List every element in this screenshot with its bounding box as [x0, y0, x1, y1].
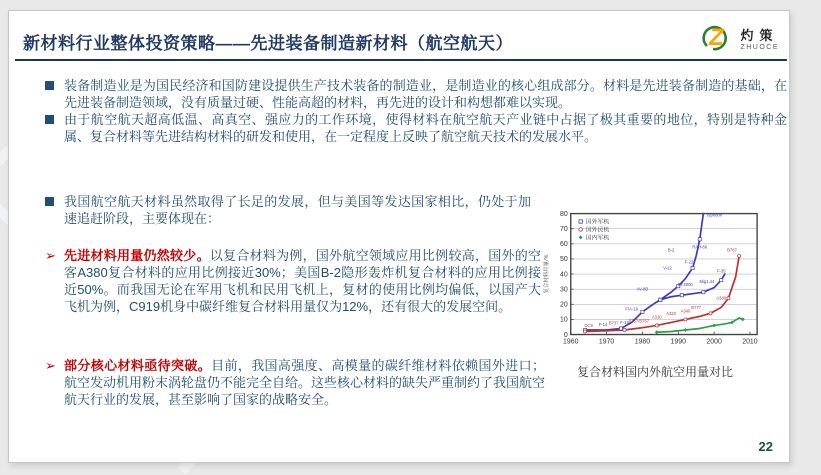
- svg-text:复合材料用量/%: 复合材料用量/%: [543, 254, 550, 294]
- svg-text:Z: Z: [709, 24, 725, 51]
- page-title: 新材料行业整体投资策略——先进装备制造新材料（航空航天）: [23, 34, 513, 53]
- svg-text:F-14: F-14: [598, 322, 608, 328]
- svg-text:50: 50: [560, 256, 568, 264]
- svg-text:V-22: V-22: [663, 265, 672, 271]
- svg-text:国外民机: 国外民机: [585, 227, 610, 234]
- svg-text:B737: B737: [608, 320, 619, 326]
- square-bullet-icon: [45, 81, 54, 90]
- svg-text:0: 0: [563, 331, 568, 339]
- svg-text:2010: 2010: [742, 338, 758, 346]
- svg-text:F/A-18: F/A-18: [625, 306, 638, 312]
- arrow-point-2: [45, 357, 545, 408]
- svg-text:2000: 2000: [706, 338, 722, 346]
- arrow-bullet-icon: ➢: [45, 358, 56, 373]
- logo-brand-en: ZHUOCE: [740, 43, 779, 51]
- arrow-point-lead: 先进材料用量仍然较少。: [64, 248, 210, 263]
- page-number: 22: [758, 439, 773, 454]
- svg-text:B757/B767: B757/B767: [628, 318, 650, 324]
- bullet-text: 装备制造业是为国民经济和国防建设提供生产技术装备的制造业，是制造业的核心组成部分。材料是先进装备制造的基础，在先进装备制造领域，没有质量过硬、性能高超的材料，再先进的设计和构想都难以实现。: [64, 78, 787, 110]
- svg-text:DC9: DC9: [584, 322, 593, 328]
- svg-text:1970: 1970: [598, 338, 615, 346]
- svg-text:F-15: F-15: [620, 319, 629, 325]
- arrow-point-1: [45, 247, 541, 315]
- bullet-text: 由于航空航天超高低温、高真空、强应力的工作环境，使得材料在航空航天产业链中占据了极其重要的地位，特别是特种金属、复合材料等先进结构材料的研发和使用，在一定程度上反映了航空航天技术的发展水平。: [64, 112, 787, 144]
- square-bullet-icon: [45, 197, 54, 206]
- svg-text:40: 40: [560, 271, 568, 279]
- chart-caption: 复合材料国内外航空用量对比: [576, 365, 733, 379]
- svg-text:A340: A340: [680, 308, 691, 314]
- svg-text:F-35: F-35: [716, 268, 726, 274]
- logo-brand-cn: 灼策: [740, 27, 779, 43]
- svg-text:1980: 1980: [634, 338, 651, 346]
- svg-text:1990: 1990: [670, 338, 686, 346]
- zhuoce-logo: [702, 21, 779, 58]
- aviation-composite-chart: [541, 205, 769, 355]
- svg-text:1960: 1960: [563, 338, 579, 346]
- svg-text:A380: A380: [716, 295, 727, 301]
- svg-text:国内军机: 国内军机: [585, 235, 610, 242]
- svg-text:B777: B777: [691, 304, 702, 310]
- svg-text:80: 80: [560, 210, 568, 218]
- svg-text:30: 30: [560, 286, 568, 294]
- bullet-item: [45, 111, 787, 145]
- bullet-text: 我国航空航天材料虽然取得了长足的发展，但与美国等发达国家相比，仍处于加速追赶阶段，主要体现在：: [64, 194, 531, 226]
- bullet-item: [45, 77, 787, 111]
- arrow-point-text: 部分核心材料亟待突破。目前，我国高强度、高模量的碳纤维材料依赖国外进口；航空发动机用粉末涡轮盘仍不能完全自给。这些核心材料的缺失严重制约了我国航空航天行业的发展，甚至影响了国家的战略安全。: [64, 358, 546, 407]
- svg-text:20: 20: [560, 301, 568, 309]
- header-divider: [15, 59, 787, 61]
- mid-bullet: [45, 193, 531, 227]
- svg-text:60: 60: [560, 241, 568, 249]
- arrow-bullet-icon: ➢: [45, 248, 56, 263]
- svg-text:AV-8B: AV-8B: [636, 286, 649, 292]
- square-bullet-icon: [45, 115, 54, 124]
- svg-text:70: 70: [560, 225, 568, 233]
- svg-text:Mig1.44: Mig1.44: [699, 279, 715, 285]
- svg-text:A320: A320: [666, 310, 676, 316]
- chart-canvas: [541, 205, 769, 355]
- svg-text:Typhoon: Typhoon: [706, 212, 723, 218]
- svg-text:A310: A310: [651, 314, 662, 320]
- svg-text:F-22: F-22: [684, 259, 694, 265]
- intro-bullets: [45, 77, 787, 145]
- svg-text:RAH-66: RAH-66: [692, 244, 708, 250]
- svg-text:B787: B787: [727, 247, 737, 253]
- arrow-point-lead: 部分核心材料亟待突破。: [64, 358, 212, 373]
- arrow-point-text: 先进材料用量仍然较少。以复合材料为例，国外航空领域应用比例较高，国外的空客A380复合材料的应用比例接近30%；美国B-2隐形轰炸机复合材料的应用比例接近50%。而我国无论在军用飞机和民用飞机上，复材的使用比例均偏低，以国产大飞机为例，C919机身中碳纤维复合材料用量仅为12%，还有很大的发展空间。: [64, 248, 541, 314]
- slide: [8, 10, 790, 463]
- svg-text:国外军机: 国外军机: [585, 219, 610, 226]
- logo-z-icon: [702, 21, 736, 58]
- svg-text:10: 10: [560, 316, 568, 324]
- svg-text:B-2: B-2: [667, 247, 675, 253]
- svg-text:EF2000: EF2000: [678, 282, 693, 288]
